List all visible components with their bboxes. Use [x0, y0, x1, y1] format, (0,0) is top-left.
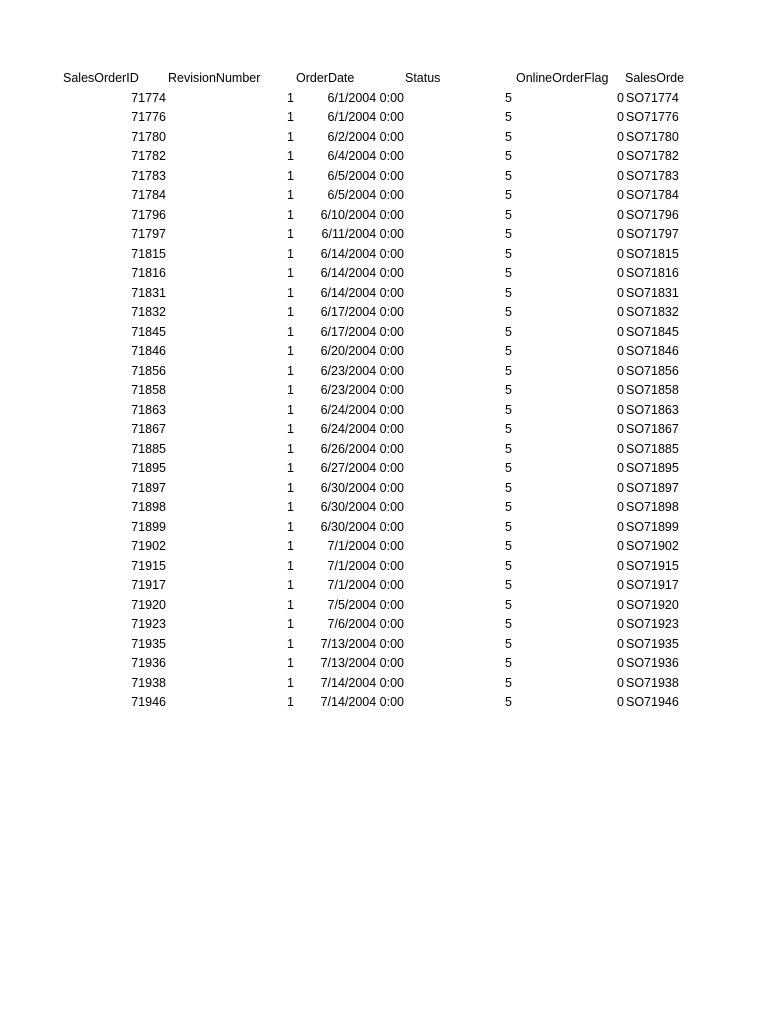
cell-revision-number: 1: [287, 110, 294, 124]
cell-sales-order-number: SO71797: [626, 227, 679, 241]
cell-sales-order-number: SO71856: [626, 363, 679, 378]
header-sales-order-number: SalesOrde: [625, 71, 685, 85]
table-row: [0, 284, 768, 304]
cell-sales-order-number: SO71796: [626, 207, 679, 222]
cell-order-date: 6/17/2004 0:00: [320, 305, 404, 319]
header-sales-order-id: SalesOrderID: [63, 71, 139, 85]
cell-online-order-flag: 0: [617, 617, 624, 631]
cell-online-order-flag: 0: [617, 266, 624, 280]
cell-sales-order-id: 71783: [131, 168, 166, 183]
cell-revision-number: 1: [287, 617, 294, 631]
cell-order-date: 6/5/2004 0:00: [327, 168, 404, 183]
cell-online-order-flag: 0: [617, 149, 624, 163]
cell-sales-order-number: SO71782: [626, 149, 679, 163]
cell-sales-order-id: 71946: [131, 695, 166, 709]
cell-revision-number: 1: [287, 402, 294, 417]
cell-sales-order-number: SO71915: [626, 558, 679, 573]
cell-sales-order-number: SO71846: [626, 344, 679, 358]
cell-sales-order-id: 71885: [131, 441, 166, 456]
cell-sales-order-number: SO71920: [626, 597, 679, 612]
cell-online-order-flag: 0: [617, 558, 624, 573]
cell-revision-number: 1: [287, 675, 294, 690]
cell-order-date: 6/30/2004 0:00: [320, 500, 404, 514]
cell-status: 5: [505, 90, 512, 105]
header-order-date: OrderDate: [296, 71, 355, 85]
cell-online-order-flag: 0: [617, 597, 624, 612]
cell-sales-order-number: SO71935: [626, 636, 679, 651]
cell-sales-order-id: 71816: [131, 266, 166, 280]
cell-status: 5: [505, 266, 512, 280]
cell-sales-order-id: 71935: [131, 636, 166, 651]
cell-sales-order-id: 71920: [131, 597, 166, 612]
cell-sales-order-number: SO71774: [626, 90, 679, 105]
table-row: [0, 206, 768, 226]
table-row: [0, 635, 768, 655]
table-row: [0, 245, 768, 265]
cell-sales-order-number: SO71917: [626, 578, 679, 592]
cell-revision-number: 1: [287, 597, 294, 612]
cell-sales-order-number: SO71897: [626, 480, 679, 495]
cell-sales-order-number: SO71816: [626, 266, 679, 280]
cell-sales-order-id: 71902: [131, 539, 166, 553]
table-row: [0, 225, 768, 245]
cell-online-order-flag: 0: [617, 402, 624, 417]
table-row: [0, 167, 768, 187]
cell-order-date: 6/14/2004 0:00: [320, 246, 404, 261]
cell-status: 5: [505, 578, 512, 592]
table-row: [0, 147, 768, 167]
table-row: [0, 498, 768, 518]
table-row: [0, 89, 768, 109]
cell-revision-number: 1: [287, 461, 294, 475]
cell-order-date: 7/6/2004 0:00: [327, 617, 404, 631]
cell-revision-number: 1: [287, 246, 294, 261]
cell-sales-order-number: SO71815: [626, 246, 679, 261]
cell-sales-order-number: SO71946: [626, 695, 679, 709]
cell-status: 5: [505, 246, 512, 261]
cell-sales-order-number: SO71858: [626, 383, 679, 397]
table-row: [0, 420, 768, 440]
cell-online-order-flag: 0: [617, 636, 624, 651]
cell-status: 5: [505, 110, 512, 124]
cell-sales-order-id: 71782: [131, 149, 166, 163]
cell-online-order-flag: 0: [617, 110, 624, 124]
cell-online-order-flag: 0: [617, 695, 624, 709]
cell-status: 5: [505, 636, 512, 651]
table-row: [0, 693, 768, 713]
cell-online-order-flag: 0: [617, 519, 624, 534]
cell-revision-number: 1: [287, 188, 294, 202]
cell-revision-number: 1: [287, 383, 294, 397]
cell-sales-order-number: SO71776: [626, 110, 679, 124]
cell-status: 5: [505, 656, 512, 670]
header-online-order-flag: OnlineOrderFlag: [516, 71, 609, 85]
cell-order-date: 6/1/2004 0:00: [327, 110, 404, 124]
cell-sales-order-number: SO71867: [626, 422, 679, 436]
table-row: [0, 303, 768, 323]
cell-online-order-flag: 0: [617, 188, 624, 202]
cell-sales-order-id: 71895: [131, 461, 166, 475]
cell-order-date: 7/5/2004 0:00: [327, 597, 404, 612]
table-row: [0, 362, 768, 382]
cell-online-order-flag: 0: [617, 675, 624, 690]
cell-sales-order-id: 71856: [131, 363, 166, 378]
cell-status: 5: [505, 480, 512, 495]
cell-sales-order-number: SO71899: [626, 519, 679, 534]
cell-sales-order-id: 71832: [131, 305, 166, 319]
cell-sales-order-id: 71915: [131, 558, 166, 573]
cell-online-order-flag: 0: [617, 90, 624, 105]
table-row: [0, 479, 768, 499]
cell-order-date: 6/17/2004 0:00: [320, 324, 404, 339]
cell-online-order-flag: 0: [617, 656, 624, 670]
cell-sales-order-number: SO71938: [626, 675, 679, 690]
cell-revision-number: 1: [287, 227, 294, 241]
cell-order-date: 6/30/2004 0:00: [320, 519, 404, 534]
table-row: [0, 381, 768, 401]
cell-online-order-flag: 0: [617, 344, 624, 358]
cell-online-order-flag: 0: [617, 500, 624, 514]
cell-revision-number: 1: [287, 324, 294, 339]
cell-sales-order-number: SO71863: [626, 402, 679, 417]
cell-sales-order-id: 71797: [131, 227, 166, 241]
cell-online-order-flag: 0: [617, 285, 624, 300]
cell-sales-order-number: SO71936: [626, 656, 679, 670]
cell-online-order-flag: 0: [617, 246, 624, 261]
cell-sales-order-number: SO71832: [626, 305, 679, 319]
cell-sales-order-number: SO71885: [626, 441, 679, 456]
cell-revision-number: 1: [287, 519, 294, 534]
cell-status: 5: [505, 558, 512, 573]
cell-status: 5: [505, 227, 512, 241]
cell-sales-order-number: SO71780: [626, 129, 679, 144]
cell-sales-order-id: 71845: [131, 324, 166, 339]
cell-revision-number: 1: [287, 636, 294, 651]
cell-sales-order-id: 71938: [131, 675, 166, 690]
cell-order-date: 6/2/2004 0:00: [327, 129, 404, 144]
cell-sales-order-id: 71898: [131, 500, 166, 514]
cell-sales-order-number: SO71923: [626, 617, 679, 631]
cell-status: 5: [505, 305, 512, 319]
cell-order-date: 7/1/2004 0:00: [327, 539, 404, 553]
cell-status: 5: [505, 675, 512, 690]
cell-revision-number: 1: [287, 344, 294, 358]
cell-online-order-flag: 0: [617, 168, 624, 183]
cell-order-date: 7/13/2004 0:00: [320, 636, 404, 651]
cell-revision-number: 1: [287, 207, 294, 222]
cell-status: 5: [505, 285, 512, 300]
cell-sales-order-number: SO71902: [626, 539, 679, 553]
cell-online-order-flag: 0: [617, 207, 624, 222]
table-row: [0, 323, 768, 343]
cell-revision-number: 1: [287, 558, 294, 573]
cell-status: 5: [505, 597, 512, 612]
cell-order-date: 6/24/2004 0:00: [320, 422, 404, 436]
cell-order-date: 6/27/2004 0:00: [320, 461, 404, 475]
table-row: [0, 576, 768, 596]
cell-revision-number: 1: [287, 363, 294, 378]
cell-sales-order-id: 71815: [131, 246, 166, 261]
cell-revision-number: 1: [287, 285, 294, 300]
cell-revision-number: 1: [287, 441, 294, 456]
cell-revision-number: 1: [287, 480, 294, 495]
cell-status: 5: [505, 344, 512, 358]
cell-status: 5: [505, 539, 512, 553]
cell-order-date: 6/30/2004 0:00: [320, 480, 404, 495]
cell-online-order-flag: 0: [617, 539, 624, 553]
cell-sales-order-number: SO71895: [626, 461, 679, 475]
cell-revision-number: 1: [287, 129, 294, 144]
table-row: [0, 557, 768, 577]
cell-status: 5: [505, 168, 512, 183]
cell-status: 5: [505, 500, 512, 514]
cell-status: 5: [505, 519, 512, 534]
cell-sales-order-id: 71796: [131, 207, 166, 222]
cell-order-date: 7/1/2004 0:00: [327, 578, 404, 592]
cell-status: 5: [505, 324, 512, 339]
cell-online-order-flag: 0: [617, 324, 624, 339]
table-row: [0, 615, 768, 635]
cell-sales-order-id: 71776: [131, 110, 166, 124]
cell-order-date: 6/10/2004 0:00: [320, 207, 404, 222]
cell-online-order-flag: 0: [617, 480, 624, 495]
cell-revision-number: 1: [287, 168, 294, 183]
cell-order-date: 6/26/2004 0:00: [320, 441, 404, 456]
cell-order-date: 6/14/2004 0:00: [320, 266, 404, 280]
table-row: [0, 674, 768, 694]
cell-sales-order-id: 71863: [131, 402, 166, 417]
cell-sales-order-id: 71784: [131, 188, 166, 202]
cell-sales-order-number: SO71845: [626, 324, 679, 339]
cell-order-date: 6/4/2004 0:00: [327, 149, 404, 163]
cell-sales-order-id: 71858: [131, 383, 166, 397]
cell-online-order-flag: 0: [617, 578, 624, 592]
table-row: [0, 518, 768, 538]
table-row: [0, 654, 768, 674]
cell-sales-order-id: 71936: [131, 656, 166, 670]
cell-status: 5: [505, 383, 512, 397]
cell-sales-order-id: 71774: [131, 90, 166, 105]
cell-order-date: 6/11/2004 0:00: [321, 227, 404, 241]
cell-online-order-flag: 0: [617, 383, 624, 397]
cell-online-order-flag: 0: [617, 305, 624, 319]
table-row: [0, 596, 768, 616]
cell-online-order-flag: 0: [617, 422, 624, 436]
cell-order-date: 6/24/2004 0:00: [320, 402, 404, 417]
cell-order-date: 6/20/2004 0:00: [320, 344, 404, 358]
cell-sales-order-id: 71899: [131, 519, 166, 534]
cell-revision-number: 1: [287, 422, 294, 436]
cell-status: 5: [505, 461, 512, 475]
cell-revision-number: 1: [287, 695, 294, 709]
cell-online-order-flag: 0: [617, 363, 624, 378]
cell-sales-order-id: 71780: [131, 129, 166, 144]
cell-order-date: 6/1/2004 0:00: [327, 90, 404, 105]
cell-status: 5: [505, 207, 512, 222]
cell-revision-number: 1: [287, 149, 294, 163]
cell-revision-number: 1: [287, 656, 294, 670]
cell-online-order-flag: 0: [617, 129, 624, 144]
cell-order-date: 7/14/2004 0:00: [320, 675, 404, 690]
table-row: [0, 401, 768, 421]
header-row: [0, 69, 768, 89]
cell-status: 5: [505, 402, 512, 417]
cell-order-date: 6/14/2004 0:00: [320, 285, 404, 300]
cell-revision-number: 1: [287, 500, 294, 514]
cell-revision-number: 1: [287, 305, 294, 319]
cell-status: 5: [505, 617, 512, 631]
cell-sales-order-id: 71831: [131, 285, 166, 300]
cell-order-date: 7/13/2004 0:00: [320, 656, 404, 670]
cell-order-date: 6/5/2004 0:00: [327, 188, 404, 202]
cell-order-date: 6/23/2004 0:00: [320, 363, 404, 378]
cell-status: 5: [505, 149, 512, 163]
table-row: [0, 128, 768, 148]
cell-sales-order-id: 71846: [131, 344, 166, 358]
cell-revision-number: 1: [287, 90, 294, 105]
table-row: [0, 459, 768, 479]
cell-online-order-flag: 0: [617, 441, 624, 456]
header-revision-number: RevisionNumber: [168, 71, 261, 85]
cell-status: 5: [505, 363, 512, 378]
table-row: [0, 264, 768, 284]
cell-status: 5: [505, 422, 512, 436]
cell-online-order-flag: 0: [617, 461, 624, 475]
cell-sales-order-number: SO71784: [626, 188, 679, 202]
cell-status: 5: [505, 188, 512, 202]
cell-sales-order-number: SO71783: [626, 168, 679, 183]
cell-order-date: 7/14/2004 0:00: [320, 695, 404, 709]
cell-order-date: 6/23/2004 0:00: [320, 383, 404, 397]
cell-sales-order-id: 71923: [131, 617, 166, 631]
table-row: [0, 537, 768, 557]
cell-sales-order-id: 71917: [131, 578, 166, 592]
cell-status: 5: [505, 441, 512, 456]
table-row: [0, 342, 768, 362]
header-status: Status: [405, 71, 441, 85]
cell-order-date: 7/1/2004 0:00: [327, 558, 404, 573]
table-row: [0, 440, 768, 460]
cell-revision-number: 1: [287, 266, 294, 280]
cell-sales-order-number: SO71831: [626, 285, 679, 300]
cell-revision-number: 1: [287, 578, 294, 592]
cell-status: 5: [505, 129, 512, 144]
cell-revision-number: 1: [287, 539, 294, 553]
cell-sales-order-number: SO71898: [626, 500, 679, 514]
table-row: [0, 186, 768, 206]
cell-status: 5: [505, 695, 512, 709]
cell-online-order-flag: 0: [617, 227, 624, 241]
table-row: [0, 108, 768, 128]
cell-sales-order-id: 71867: [131, 422, 166, 436]
cell-sales-order-id: 71897: [131, 480, 166, 495]
